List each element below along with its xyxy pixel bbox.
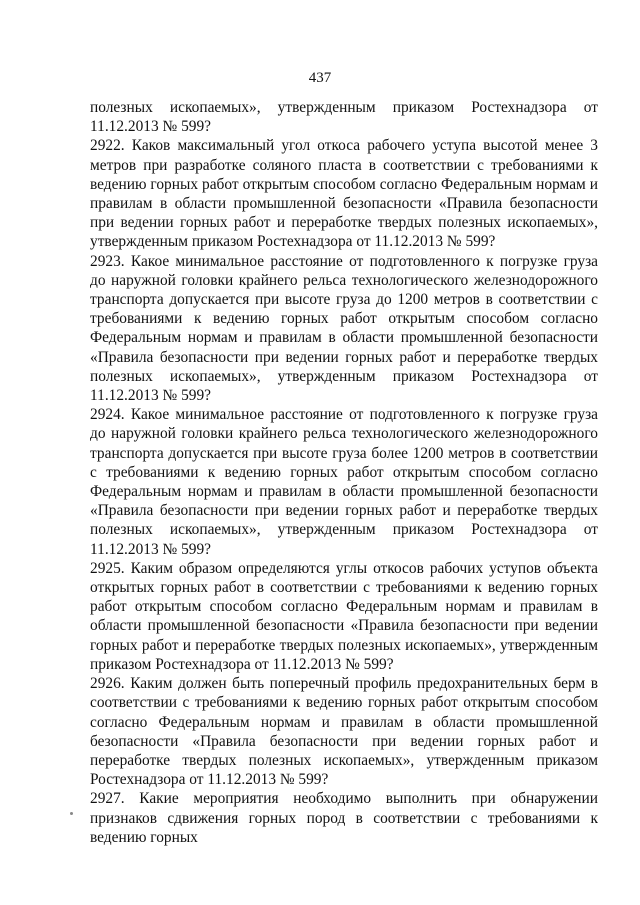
page-number: 437 — [308, 70, 332, 86]
question-2925: 2925. Каким образом определяются углы откосов рабочих уступов объекта открытых горных работ в соответствии с требованиями к ведению горных работ открытым способом согласно Федеральным нормам и правилам в области промышленной безопасности «Правила безопасности при ведении горных работ и переработке твердых полезных ископаемых», утвержденным приказом Ростехнадзора от 11.12.2013 № 599? — [90, 559, 598, 673]
scan-speck — [70, 812, 73, 815]
question-2922: 2922. Каков максимальный угол откоса рабочего уступа высотой менее 3 метров при разработке соляного пласта в соответствии с требованиями к ведению горных работ открытым способом согласно Федеральным нормам и правилам в области промышленной безопасности «Правила безопасности при ведении горных работ и переработке твердых полезных ископаемых», утвержденным приказом Ростехнадзора от 11.12.2013 № 599? — [90, 137, 598, 251]
document-body — [90, 98, 598, 847]
paragraph-continuation: полезных ископаемых», утвержденным приказом Ростехнадзора от 11.12.2013 № 599? — [90, 99, 598, 136]
question-2923: 2923. Какое минимальное расстояние от подготовленного к погрузке груза до наружной головки крайнего рельса технологического железнодорожного транспорта допускается при высоте груза до 1200 метров в соответствии с требованиями к ведению горных работ открытым способом согласно Федеральным нормам и правилам в области промышленной безопасности «Правила безопасности при ведении горных работ и переработке твердых полезных ископаемых», утвержденным приказом Ростехнадзора от 11.12.2013 № 599? — [90, 252, 598, 405]
question-2924: 2924. Какое минимальное расстояние от подготовленного к погрузке груза до наружной головки крайнего рельса технологического железнодорожного транспорта допускается при высоте груза более 1200 метров в соответствии с требованиями к ведению горных работ открытым способом согласно Федеральным нормам и правилам в области промышленной безопасности «Правила безопасности при ведении горных работ и переработке твердых полезных ископаемых», утвержденным приказом Ростехнадзора от 11.12.2013 № 599? — [90, 406, 598, 558]
question-2926: 2926. Каким должен быть поперечный профиль предохранительных берм в соответствии с требованиями к ведению горных работ открытым способом согласно Федеральным нормам и правилам в области промышленной безопасности «Правила безопасности при ведении горных работ и переработке твердых полезных ископаемых», утвержденным приказом Ростехнадзора от 11.12.2013 № 599? — [90, 675, 598, 789]
question-2927: 2927. Какие мероприятия необходимо выполнить при обнаружении признаков сдвижения горных пород в соответствии с требованиями к ведению горных — [90, 790, 598, 846]
